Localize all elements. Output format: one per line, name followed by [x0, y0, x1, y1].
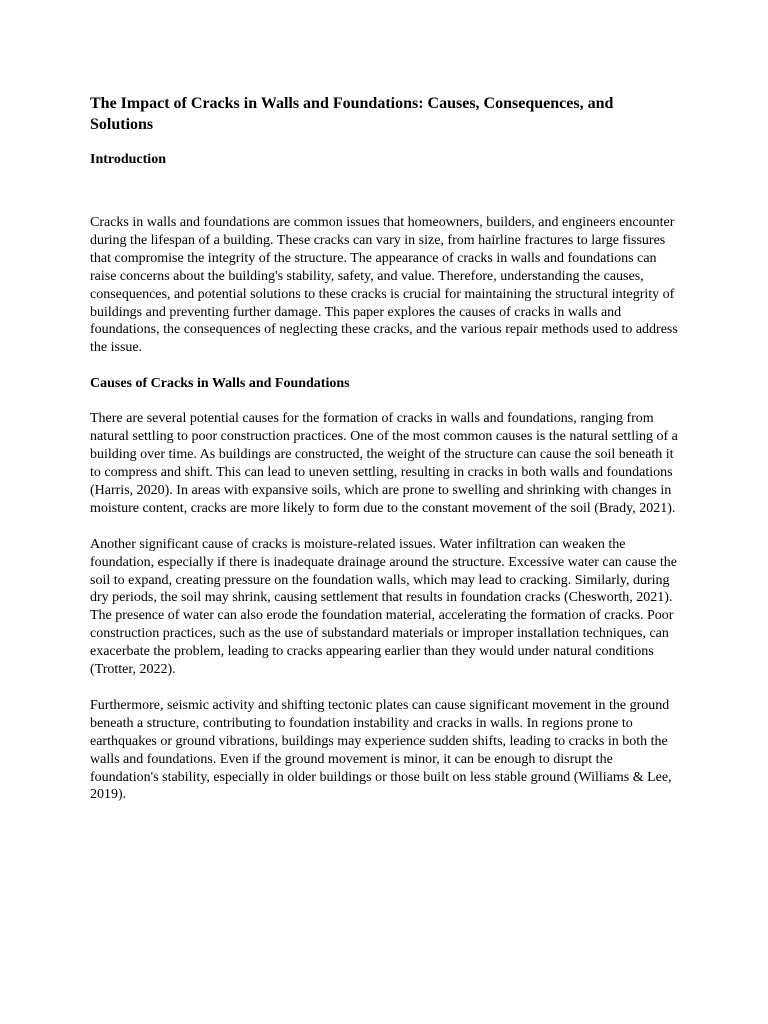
introduction-paragraph: Cracks in walls and foundations are common issues that homeowners, builders, and engineers encounter during the lifespan of a building. These cracks can vary in size, from hairline fractures to large fissures that compromise the integrity of the structure. The appearance of cracks in walls and foundations can raise concerns about the building's stability, safety, and value. Therefore, understanding the causes, consequences, and potential solutions to these cracks is crucial for maintaining the structural integrity of buildings and preventing further damage. This paper explores the causes of cracks in walls and foundations, the consequences of neglecting these cracks, and the various repair methods used to address the issue.: [90, 215, 678, 356]
causes-paragraph-2: Another significant cause of cracks is moisture-related issues. Water infiltration can weaken the foundation, especially if there is inadequate drainage around the structure. Excessive water can cause the soil to expand, creating pressure on the foundation walls, which may lead to cracking. Similarly, during dry periods, the soil may shrink, causing settlement that results in foundation cracks (Chesworth, 2021). The presence of water can also erode the foundation material, accelerating the formation of cracks. Poor construction practices, such as the use of substandard materials or improper installation techniques, can exacerbate the problem, leading to cracks appearing earlier than they would under natural conditions (Trotter, 2022).: [90, 536, 677, 678]
document-title: The Impact of Cracks in Walls and Foundations: Causes, Consequences, and Solutions: [90, 95, 614, 133]
section-heading-causes: Causes of Cracks in Walls and Foundations: [90, 376, 350, 392]
document-page: [90, 93, 680, 804]
causes-paragraph-1: There are several potential causes for the formation of cracks in walls and foundations, ranging from natural settling to poor construction practices. One of the most common causes is the natural settling of a building over time. As buildings are constructed, the weight of the structure can cause the soil beneath it to compress and shift. This can lead to uneven settling, resulting in cracks in both walls and foundations (Harris, 2020). In areas with expansive soils, which are prone to swelling and shrinking with changes in moisture content, cracks are more likely to form due to the constant movement of the soil (Brady, 2021).: [90, 411, 678, 516]
causes-paragraph-3: Furthermore, seismic activity and shifting tectonic plates can cause significant movement in the ground beneath a structure, contributing to foundation instability and cracks in walls. In regions prone to earthquakes or ground vibrations, buildings may experience sudden shifts, leading to cracks in both the walls and foundations. Even if the ground movement is minor, it can be enough to disrupt the foundation's stability, especially in older buildings or those built on less stable ground (Williams & Lee, 2019).: [90, 697, 672, 803]
section-heading-introduction: Introduction: [90, 152, 166, 167]
